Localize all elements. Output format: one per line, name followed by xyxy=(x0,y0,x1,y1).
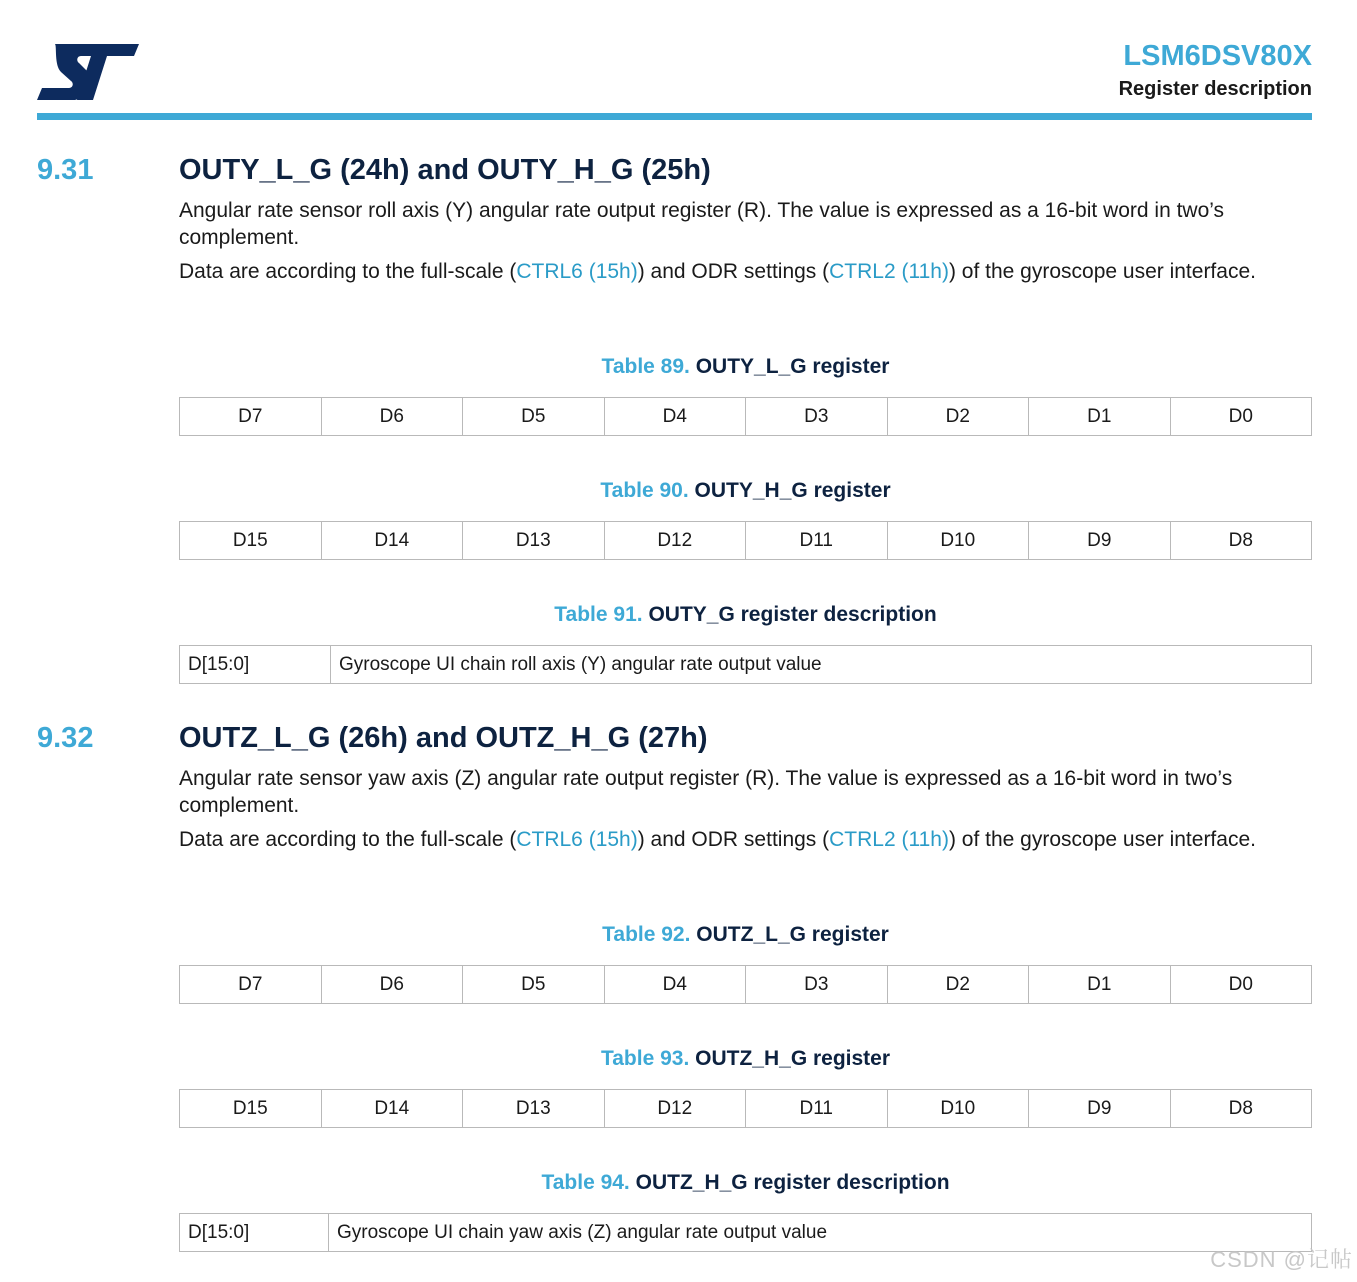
bit-cell: D0 xyxy=(1170,966,1312,1004)
st-logo xyxy=(37,44,139,100)
paragraph-text: ) of the gyroscope user interface. xyxy=(948,260,1256,283)
register-table xyxy=(179,521,1312,560)
table-name: OUTZ_L_G register xyxy=(696,923,889,946)
section-title: OUTZ_L_G (26h) and OUTZ_H_G (27h) xyxy=(179,722,708,754)
bit-cell: D14 xyxy=(321,522,463,560)
bit-cell: D7 xyxy=(180,398,322,436)
table-number: Table 91. xyxy=(554,603,643,626)
table-number: Table 92. xyxy=(602,923,691,946)
register-description-table xyxy=(179,645,1312,684)
st-logo-icon xyxy=(37,44,139,100)
document-title: LSM6DSV80X xyxy=(1123,40,1312,72)
bit-cell: D5 xyxy=(463,966,605,1004)
ctrl2-link[interactable]: CTRL2 (11h) xyxy=(829,260,949,283)
register-table xyxy=(179,965,1312,1004)
document-subtitle: Register description xyxy=(1118,78,1312,100)
bit-cell: D6 xyxy=(321,966,463,1004)
bit-cell: D10 xyxy=(887,522,1029,560)
section-title: OUTY_L_G (24h) and OUTY_H_G (25h) xyxy=(179,154,711,186)
bit-cell: D3 xyxy=(746,398,888,436)
bit-cell: D4 xyxy=(604,398,746,436)
bits-cell: D[15:0] xyxy=(180,1214,329,1252)
bit-cell: D1 xyxy=(1029,966,1171,1004)
bit-cell: D2 xyxy=(887,966,1029,1004)
bit-cell: D8 xyxy=(1170,522,1312,560)
table-name: OUTY_G register description xyxy=(648,603,937,626)
bits-cell: D[15:0] xyxy=(180,646,331,684)
bit-cell: D11 xyxy=(746,522,888,560)
paragraph-text: Data are according to the full-scale ( xyxy=(179,828,517,851)
register-table xyxy=(179,1089,1312,1128)
table-name: OUTY_H_G register xyxy=(694,479,891,502)
table-number: Table 90. xyxy=(600,479,689,502)
bit-cell: D2 xyxy=(887,398,1029,436)
bit-cell: D9 xyxy=(1029,1090,1171,1128)
bit-cell: D8 xyxy=(1170,1090,1312,1128)
table-caption xyxy=(179,1171,1312,1195)
bit-cell: D14 xyxy=(321,1090,463,1128)
register-table xyxy=(179,397,1312,436)
description-cell: Gyroscope UI chain roll axis (Y) angular rate output value xyxy=(331,646,1312,684)
table-name: OUTY_L_G register xyxy=(695,355,890,378)
section-paragraph: Angular rate sensor roll axis (Y) angular rate output register (R). The value is expressed as a 16-bit word in two’s complement. xyxy=(179,199,1225,249)
bit-cell: D15 xyxy=(180,522,322,560)
section-paragraph xyxy=(179,258,1319,285)
register-description-table xyxy=(179,1213,1312,1252)
paragraph-text: ) and ODR settings ( xyxy=(637,828,830,851)
bit-cell: D10 xyxy=(887,1090,1029,1128)
bit-cell: D4 xyxy=(604,966,746,1004)
table-name: OUTZ_H_G register xyxy=(695,1047,891,1070)
bit-cell: D5 xyxy=(463,398,605,436)
section-number: 9.32 xyxy=(37,722,94,754)
bit-cell: D9 xyxy=(1029,522,1171,560)
bit-cell: D11 xyxy=(746,1090,888,1128)
table-caption xyxy=(179,603,1312,627)
header-rule xyxy=(37,113,1312,120)
bit-cell: D0 xyxy=(1170,398,1312,436)
ctrl6-link[interactable]: CTRL6 (15h) xyxy=(516,260,638,283)
table-caption xyxy=(179,1047,1312,1071)
table-caption xyxy=(179,355,1312,379)
description-cell: Gyroscope UI chain yaw axis (Z) angular rate output value xyxy=(329,1214,1312,1252)
section-paragraph: Angular rate sensor yaw axis (Z) angular rate output register (R). The value is expressed as a 16-bit word in two’s complement. xyxy=(179,767,1233,817)
bit-cell: D13 xyxy=(463,1090,605,1128)
paragraph-text: ) and ODR settings ( xyxy=(637,260,830,283)
paragraph-text: Data are according to the full-scale ( xyxy=(179,260,517,283)
bit-cell: D15 xyxy=(180,1090,322,1128)
paragraph-text: ) of the gyroscope user interface. xyxy=(948,828,1256,851)
table-number: Table 89. xyxy=(601,355,690,378)
bit-cell: D7 xyxy=(180,966,322,1004)
bit-cell: D6 xyxy=(321,398,463,436)
section-number: 9.31 xyxy=(37,154,94,186)
section-paragraph xyxy=(179,826,1319,853)
bit-cell: D12 xyxy=(604,522,746,560)
table-number: Table 94. xyxy=(541,1171,630,1194)
table-name: OUTZ_H_G register description xyxy=(635,1171,950,1194)
ctrl6-link[interactable]: CTRL6 (15h) xyxy=(516,828,638,851)
bit-cell: D13 xyxy=(463,522,605,560)
table-number: Table 93. xyxy=(600,1047,690,1070)
ctrl2-link[interactable]: CTRL2 (11h) xyxy=(829,828,949,851)
bit-cell: D12 xyxy=(604,1090,746,1128)
table-caption xyxy=(179,479,1312,503)
bit-cell: D3 xyxy=(746,966,888,1004)
table-caption xyxy=(179,923,1312,947)
watermark: CSDN @记帖 xyxy=(1210,1247,1353,1272)
bit-cell: D1 xyxy=(1029,398,1171,436)
